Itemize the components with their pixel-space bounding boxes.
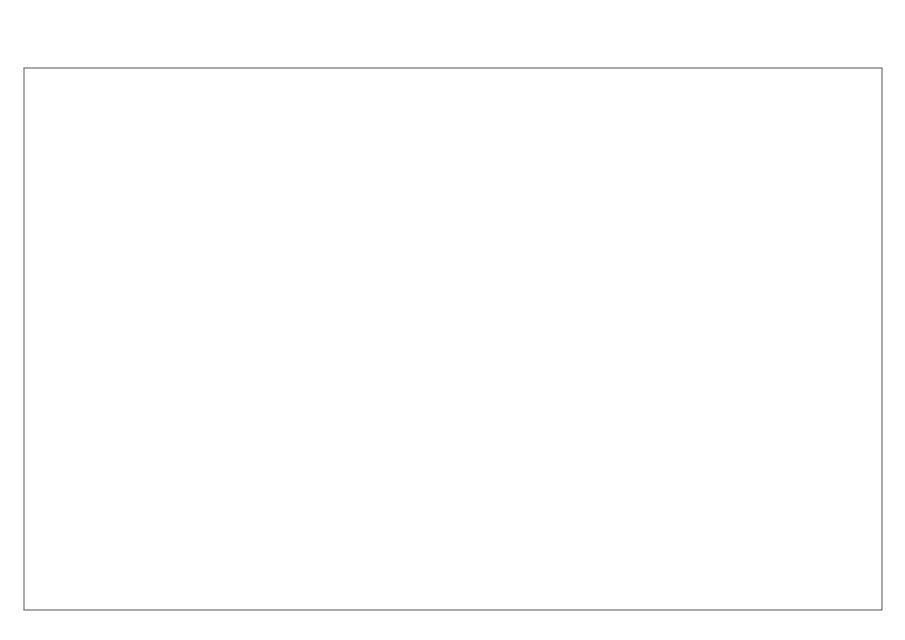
table-border [24, 68, 882, 610]
